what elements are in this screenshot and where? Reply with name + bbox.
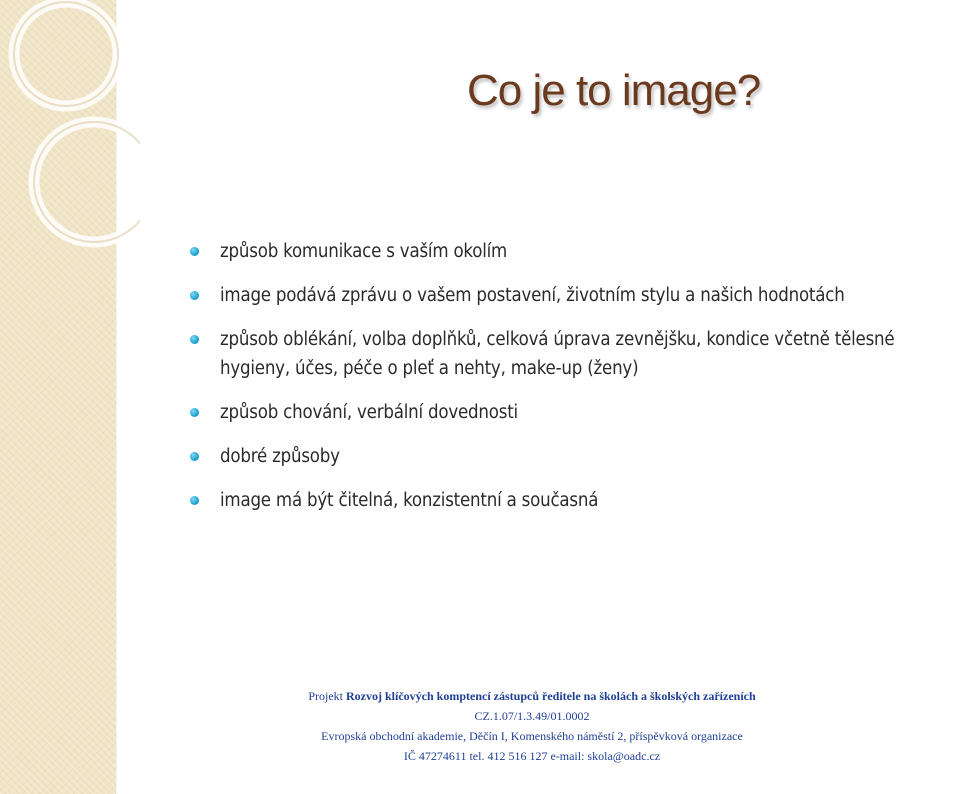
bullet-icon [190, 335, 199, 344]
bullet-icon [190, 452, 199, 461]
list-item [190, 281, 950, 310]
list-item [190, 237, 950, 266]
list-item [190, 442, 950, 471]
bullet-text: image má být čitelná, konzistentní a současná [220, 490, 599, 511]
footer-organization: Evropská obchodní akademie, Děčín I, Komenského náměstí 2, příspěvková organizace [321, 729, 743, 743]
footer-code: CZ.1.07/1.3.49/01.0002 [474, 709, 590, 723]
bullet-icon [190, 496, 199, 505]
bullet-text: způsob chování, verbální dovednosti [220, 402, 518, 423]
footer-project-name: Rozvoj klíčových komptencí zástupců ředitele na školách a školských zařízeních [346, 689, 756, 703]
list-item [190, 398, 950, 427]
bullet-icon [190, 291, 199, 300]
footer [290, 686, 774, 766]
list-item [190, 486, 950, 515]
bullet-text: způsob komunikace s vaším okolím [220, 241, 508, 262]
bullet-list [190, 237, 950, 530]
bullet-text: způsob oblékání, volba doplňků, celková úprava zevnějšku, kondice včetně tělesné hygieny, účes, péče o pleť a nehty, make-up (ženy) [220, 329, 895, 379]
footer-project-prefix: Projekt [308, 689, 343, 703]
bullet-text: dobré způsoby [220, 446, 340, 467]
decorative-rings [0, 0, 140, 260]
list-item [190, 325, 950, 383]
footer-project-line [290, 686, 774, 706]
slide-title: Co je to image? [467, 66, 761, 115]
footer-contact: IČ 47274611 tel. 412 516 127 e-mail: skola@oadc.cz [403, 749, 661, 763]
bullet-text: image podává zprávu o vašem postavení, životním stylu a našich hodnotách [220, 285, 845, 306]
bullet-icon [190, 408, 199, 417]
bullet-icon [190, 247, 199, 256]
